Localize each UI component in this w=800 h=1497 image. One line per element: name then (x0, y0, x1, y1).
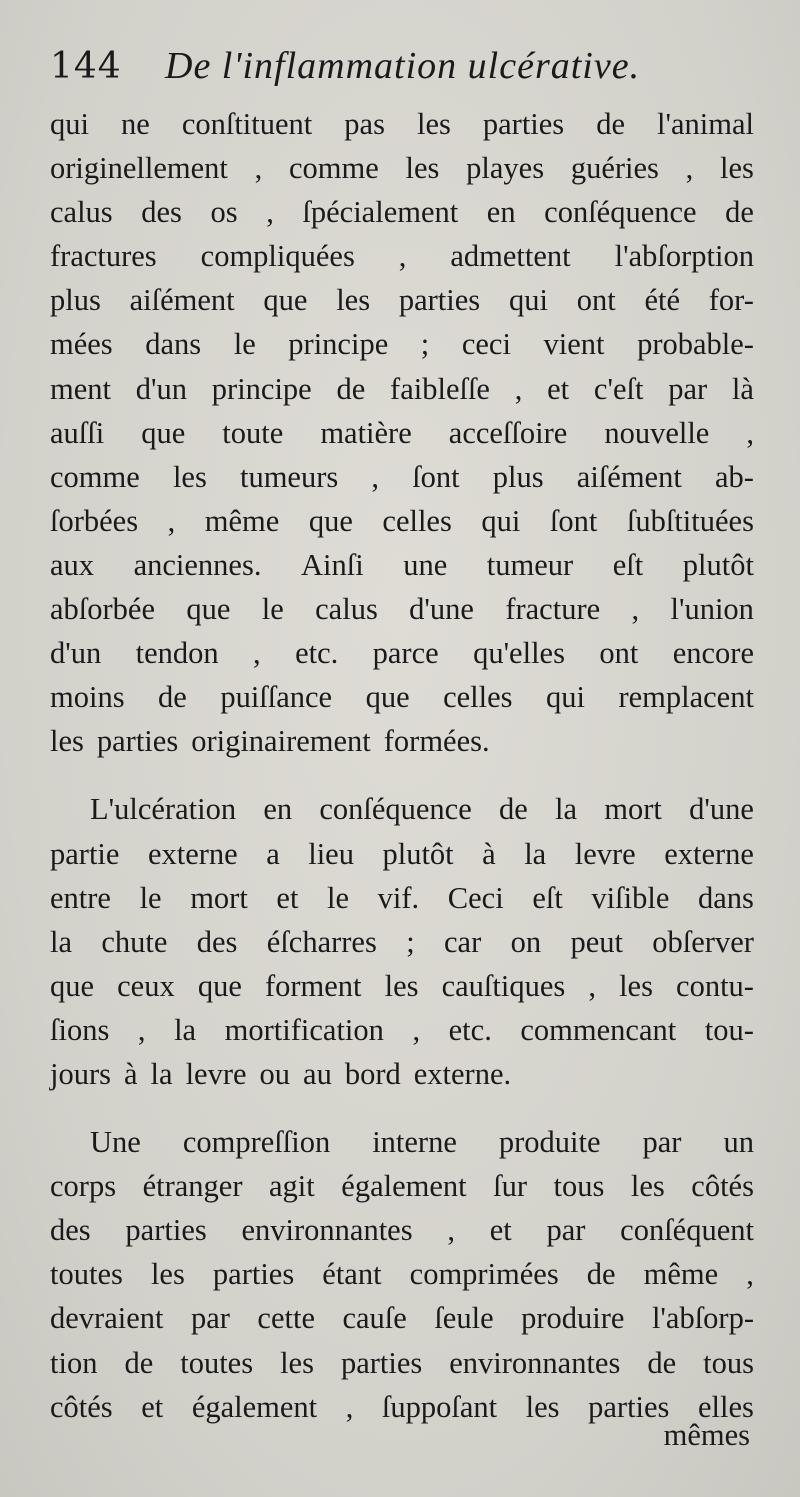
text-line: qui ne conſtituent pas les parties de l'animal (50, 107, 754, 141)
catchword: mêmes (663, 1418, 750, 1452)
text-line: Une compreſſion interne produite par un (90, 1125, 754, 1160)
text-line: L'ulcération en conſéquence de la mort d'une (90, 792, 754, 827)
text-line: les parties originairement formées. (50, 724, 490, 759)
text-line: tion de toutes les parties environnantes de tous (50, 1345, 754, 1380)
text-line: calus des os , ſpécialement en conſéquence de (50, 195, 754, 230)
text-line: d'un tendon , etc. parce qu'elles ont encore (50, 636, 754, 671)
text-line: abſorbée que le calus d'une fracture , l'union (50, 592, 754, 627)
paragraph (50, 1120, 754, 1429)
text-line: aux anciennes. Ainſi une tumeur eſt plutôt (50, 547, 754, 582)
text-line: la chute des éſcharres ; car on peut obſerver (50, 924, 754, 959)
text-line: moins de puiſſance que celles qui remplacent (50, 680, 754, 715)
body-text (50, 102, 754, 1429)
text-line: jours à la levre ou au bord externe. (50, 1056, 512, 1091)
text-line: que ceux que forment les cauſtiques , les contu- (50, 968, 754, 1003)
text-line: ſorbées , même que celles qui ſont ſubſtituées (50, 503, 754, 538)
text-line: plus aiſément que les parties qui ont été for- (50, 283, 754, 318)
paragraph (50, 787, 754, 1096)
page-header (50, 44, 750, 96)
text-line: des parties environnantes , et par conſéquent (50, 1213, 754, 1248)
text-line: toutes les parties étant comprimées de même , (50, 1257, 754, 1292)
text-line: auſſi que toute matière acceſſoire nouvelle , (50, 415, 754, 450)
text-line: côtés et également , ſuppoſant les parties elles (50, 1389, 754, 1424)
text-line: comme les tumeurs , ſont plus aiſément ab- (50, 459, 754, 494)
text-line: originellement , comme les playes guéries , les (50, 151, 754, 186)
text-line: entre le mort et le vif. Ceci eſt viſible dans (50, 880, 754, 915)
text-line: partie externe a lieu plutôt à la levre externe (50, 836, 754, 871)
text-line: ment d'un principe de faibleſſe , et c'eſt par là (50, 371, 754, 406)
running-head: De l'inflammation ulcérative. (165, 45, 641, 87)
text-line: mées dans le principe ; ceci vient probable- (50, 327, 754, 362)
page-number: 144 (50, 46, 122, 87)
text-line: devraient par cette cauſe ſeule produire l'abſorp- (50, 1301, 754, 1336)
paragraph (50, 102, 754, 763)
text-line: corps étranger agit également ſur tous les côtés (50, 1169, 754, 1204)
text-line: ſions , la mortification , etc. commencant tou- (50, 1012, 754, 1047)
text-line: fractures compliquées , admettent l'abſorption (50, 239, 754, 274)
